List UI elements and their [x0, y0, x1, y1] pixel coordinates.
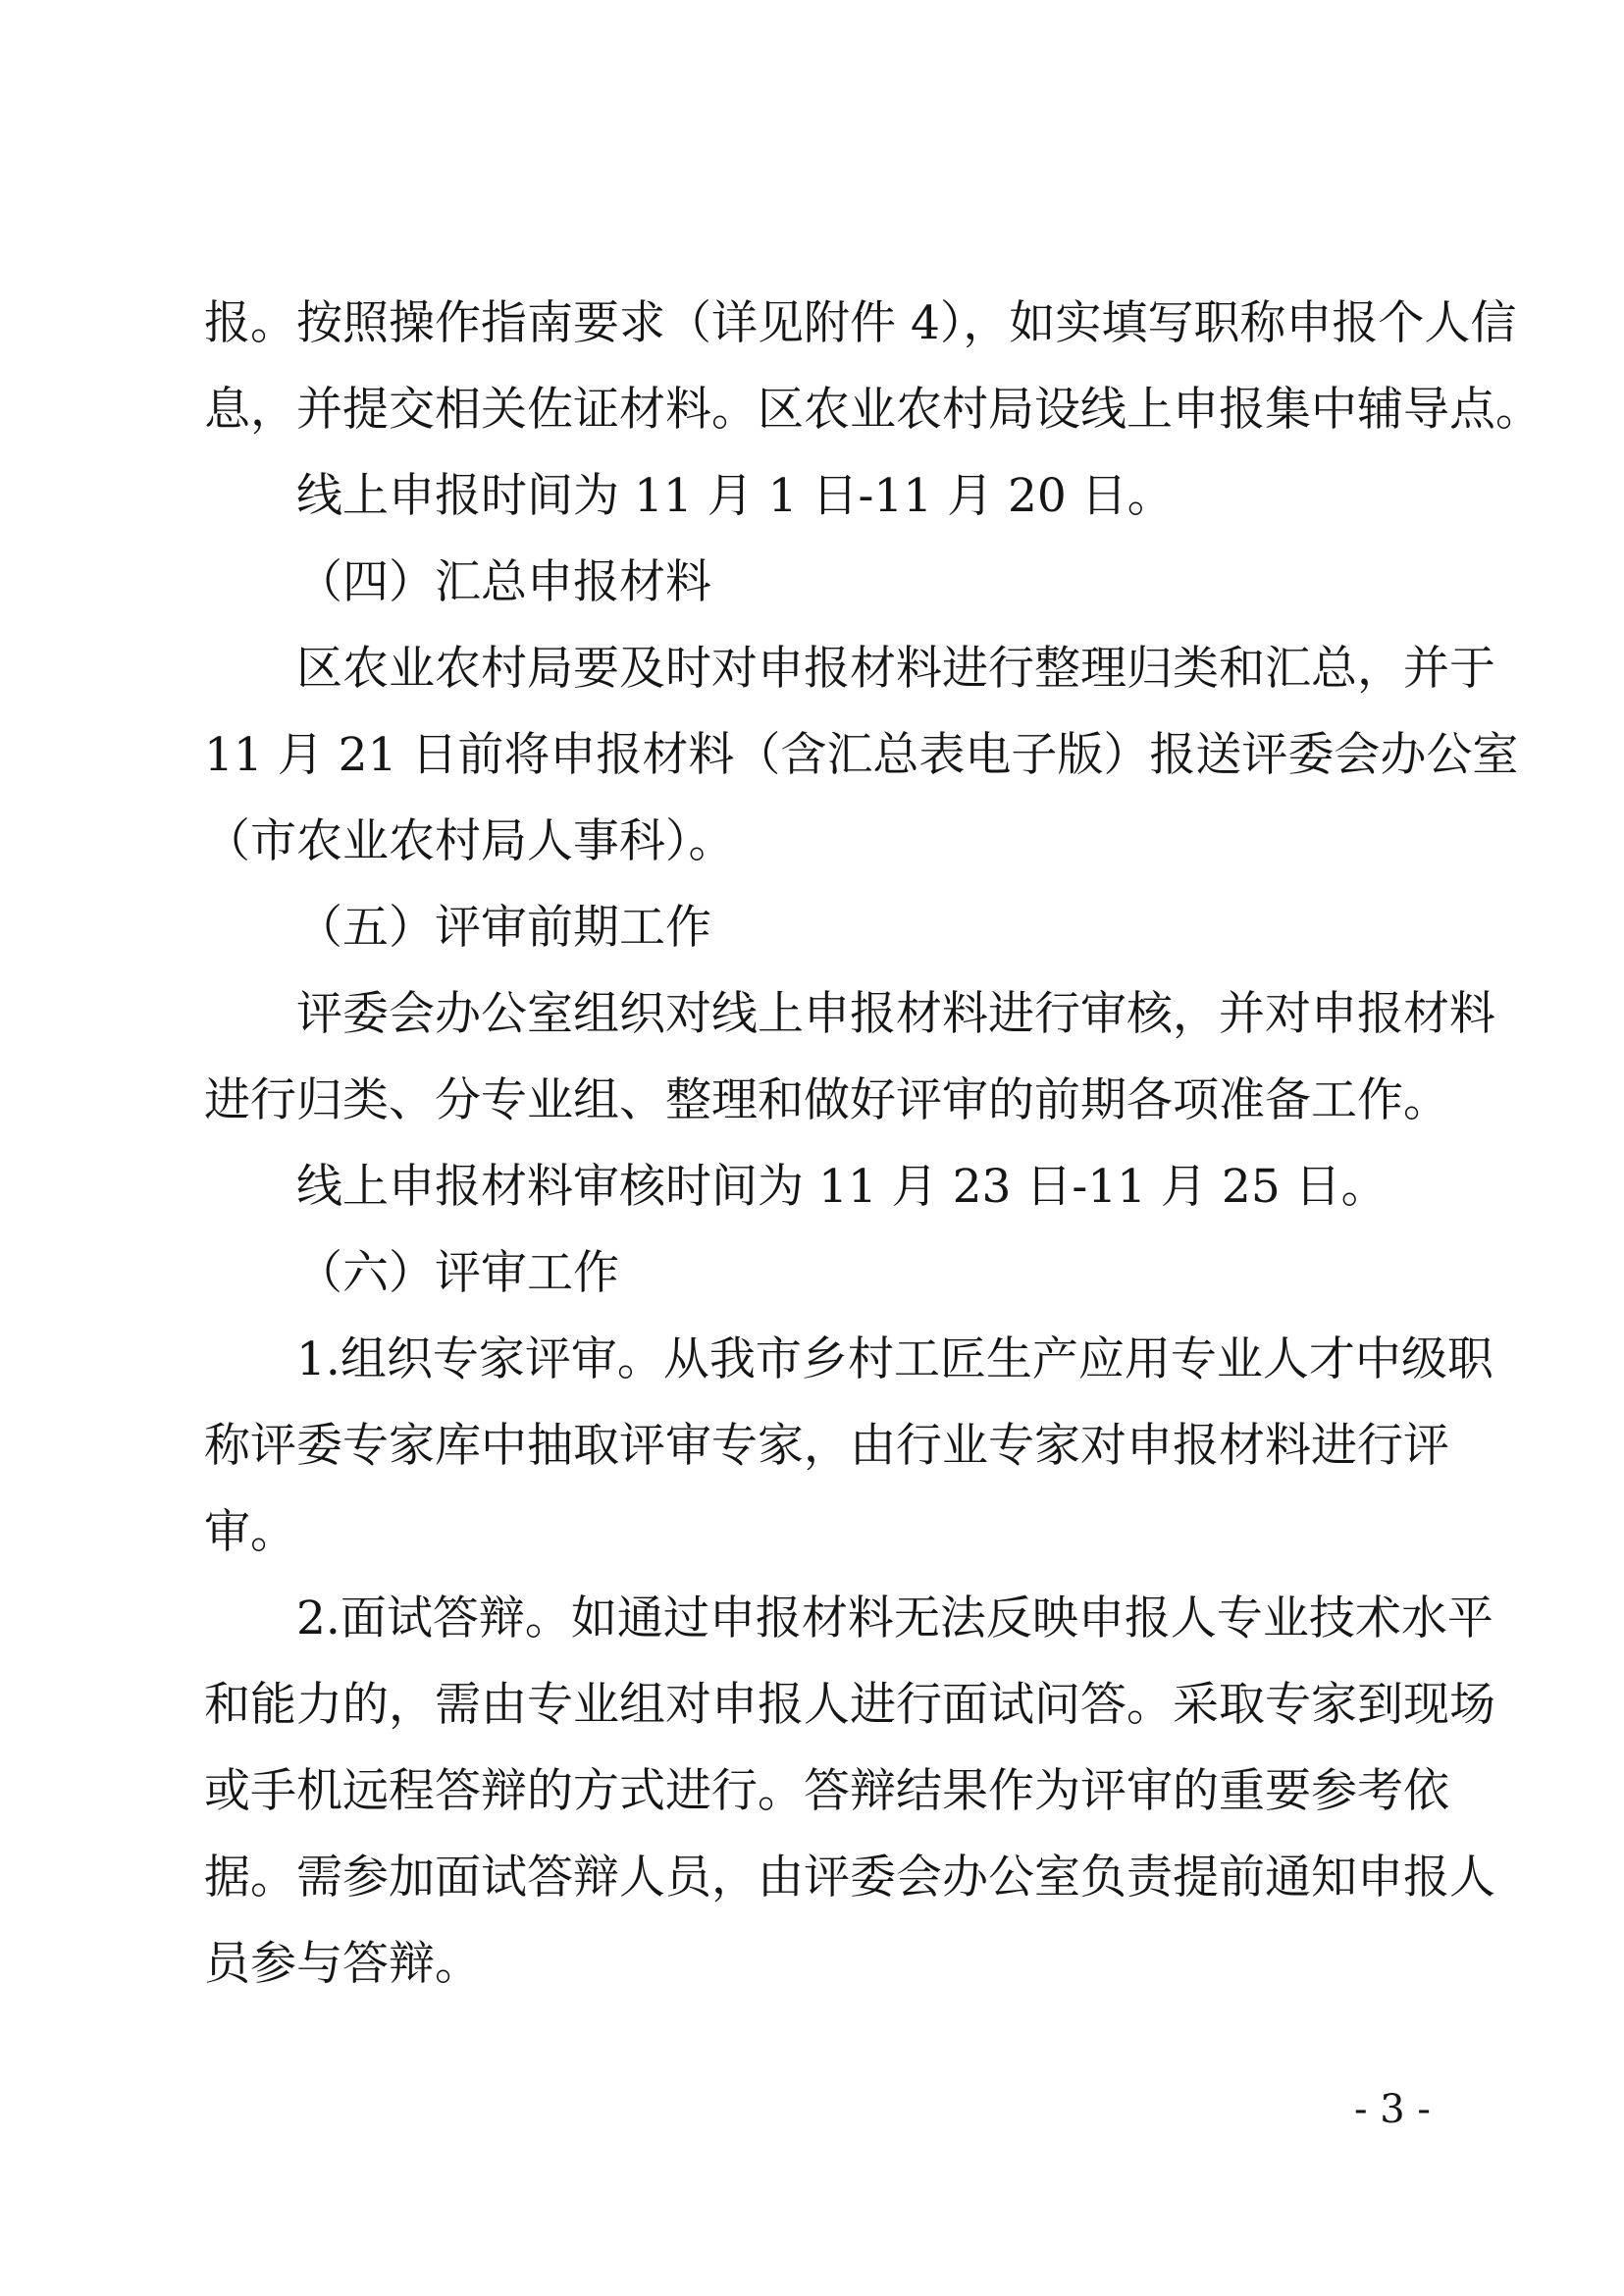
body-line: 和能力的，需由专业组对申报人进行面试问答。采取专家到现场 — [204, 1678, 1495, 1732]
body-line: 区农业农村局要及时对申报材料进行整理归类和汇总，并于 — [296, 642, 1495, 696]
body-line: 员参与答辩。 — [204, 1937, 481, 1991]
body-line: 线上申报材料审核时间为 11 月 23 日-11 月 25 日。 — [296, 1160, 1388, 1214]
body-line: 或手机远程答辩的方式进行。答辩结果作为评审的重要参考依 — [204, 1764, 1449, 1818]
body-line: 称评委专家库中抽取评审专家，由行业专家对申报材料进行评 — [204, 1419, 1449, 1473]
section-heading: （六）评审工作 — [296, 1246, 619, 1300]
section-heading: （四）汇总申报材料 — [296, 555, 711, 609]
body-line: （市农业农村局人事科）。 — [204, 814, 735, 868]
body-line: 审。 — [204, 1505, 296, 1559]
body-line: 11 月 21 日前将申报材料（含汇总表电子版）报送评委会办公室 — [204, 728, 1519, 782]
body-line: 线上申报时间为 11 月 1 日-11 月 20 日。 — [296, 469, 1174, 523]
body-line: 1.组织专家评审。从我市乡村工匠生产应用专业人才中级职 — [296, 1332, 1493, 1386]
body-line: 据。需参加面试答辩人员，由评委会办公室负责提前通知申报人 — [204, 1851, 1495, 1905]
section-heading: （五）评审前期工作 — [296, 901, 711, 955]
body-line: 进行归类、分专业组、整理和做好评审的前期各项准备工作。 — [204, 1073, 1449, 1127]
body-line: 2.面试答辩。如通过申报材料无法反映申报人专业技术水平 — [296, 1592, 1493, 1645]
body-line: 息，并提交相关佐证材料。区农业农村局设线上申报集中辅导点。 — [204, 383, 1542, 437]
body-line: 报。按照操作指南要求（详见附件 4），如实填写职称申报个人信 — [204, 296, 1517, 350]
body-line: 评委会办公室组织对线上申报材料进行审核，并对申报材料 — [296, 987, 1495, 1041]
page-number: - 3 - — [1354, 2087, 1431, 2132]
